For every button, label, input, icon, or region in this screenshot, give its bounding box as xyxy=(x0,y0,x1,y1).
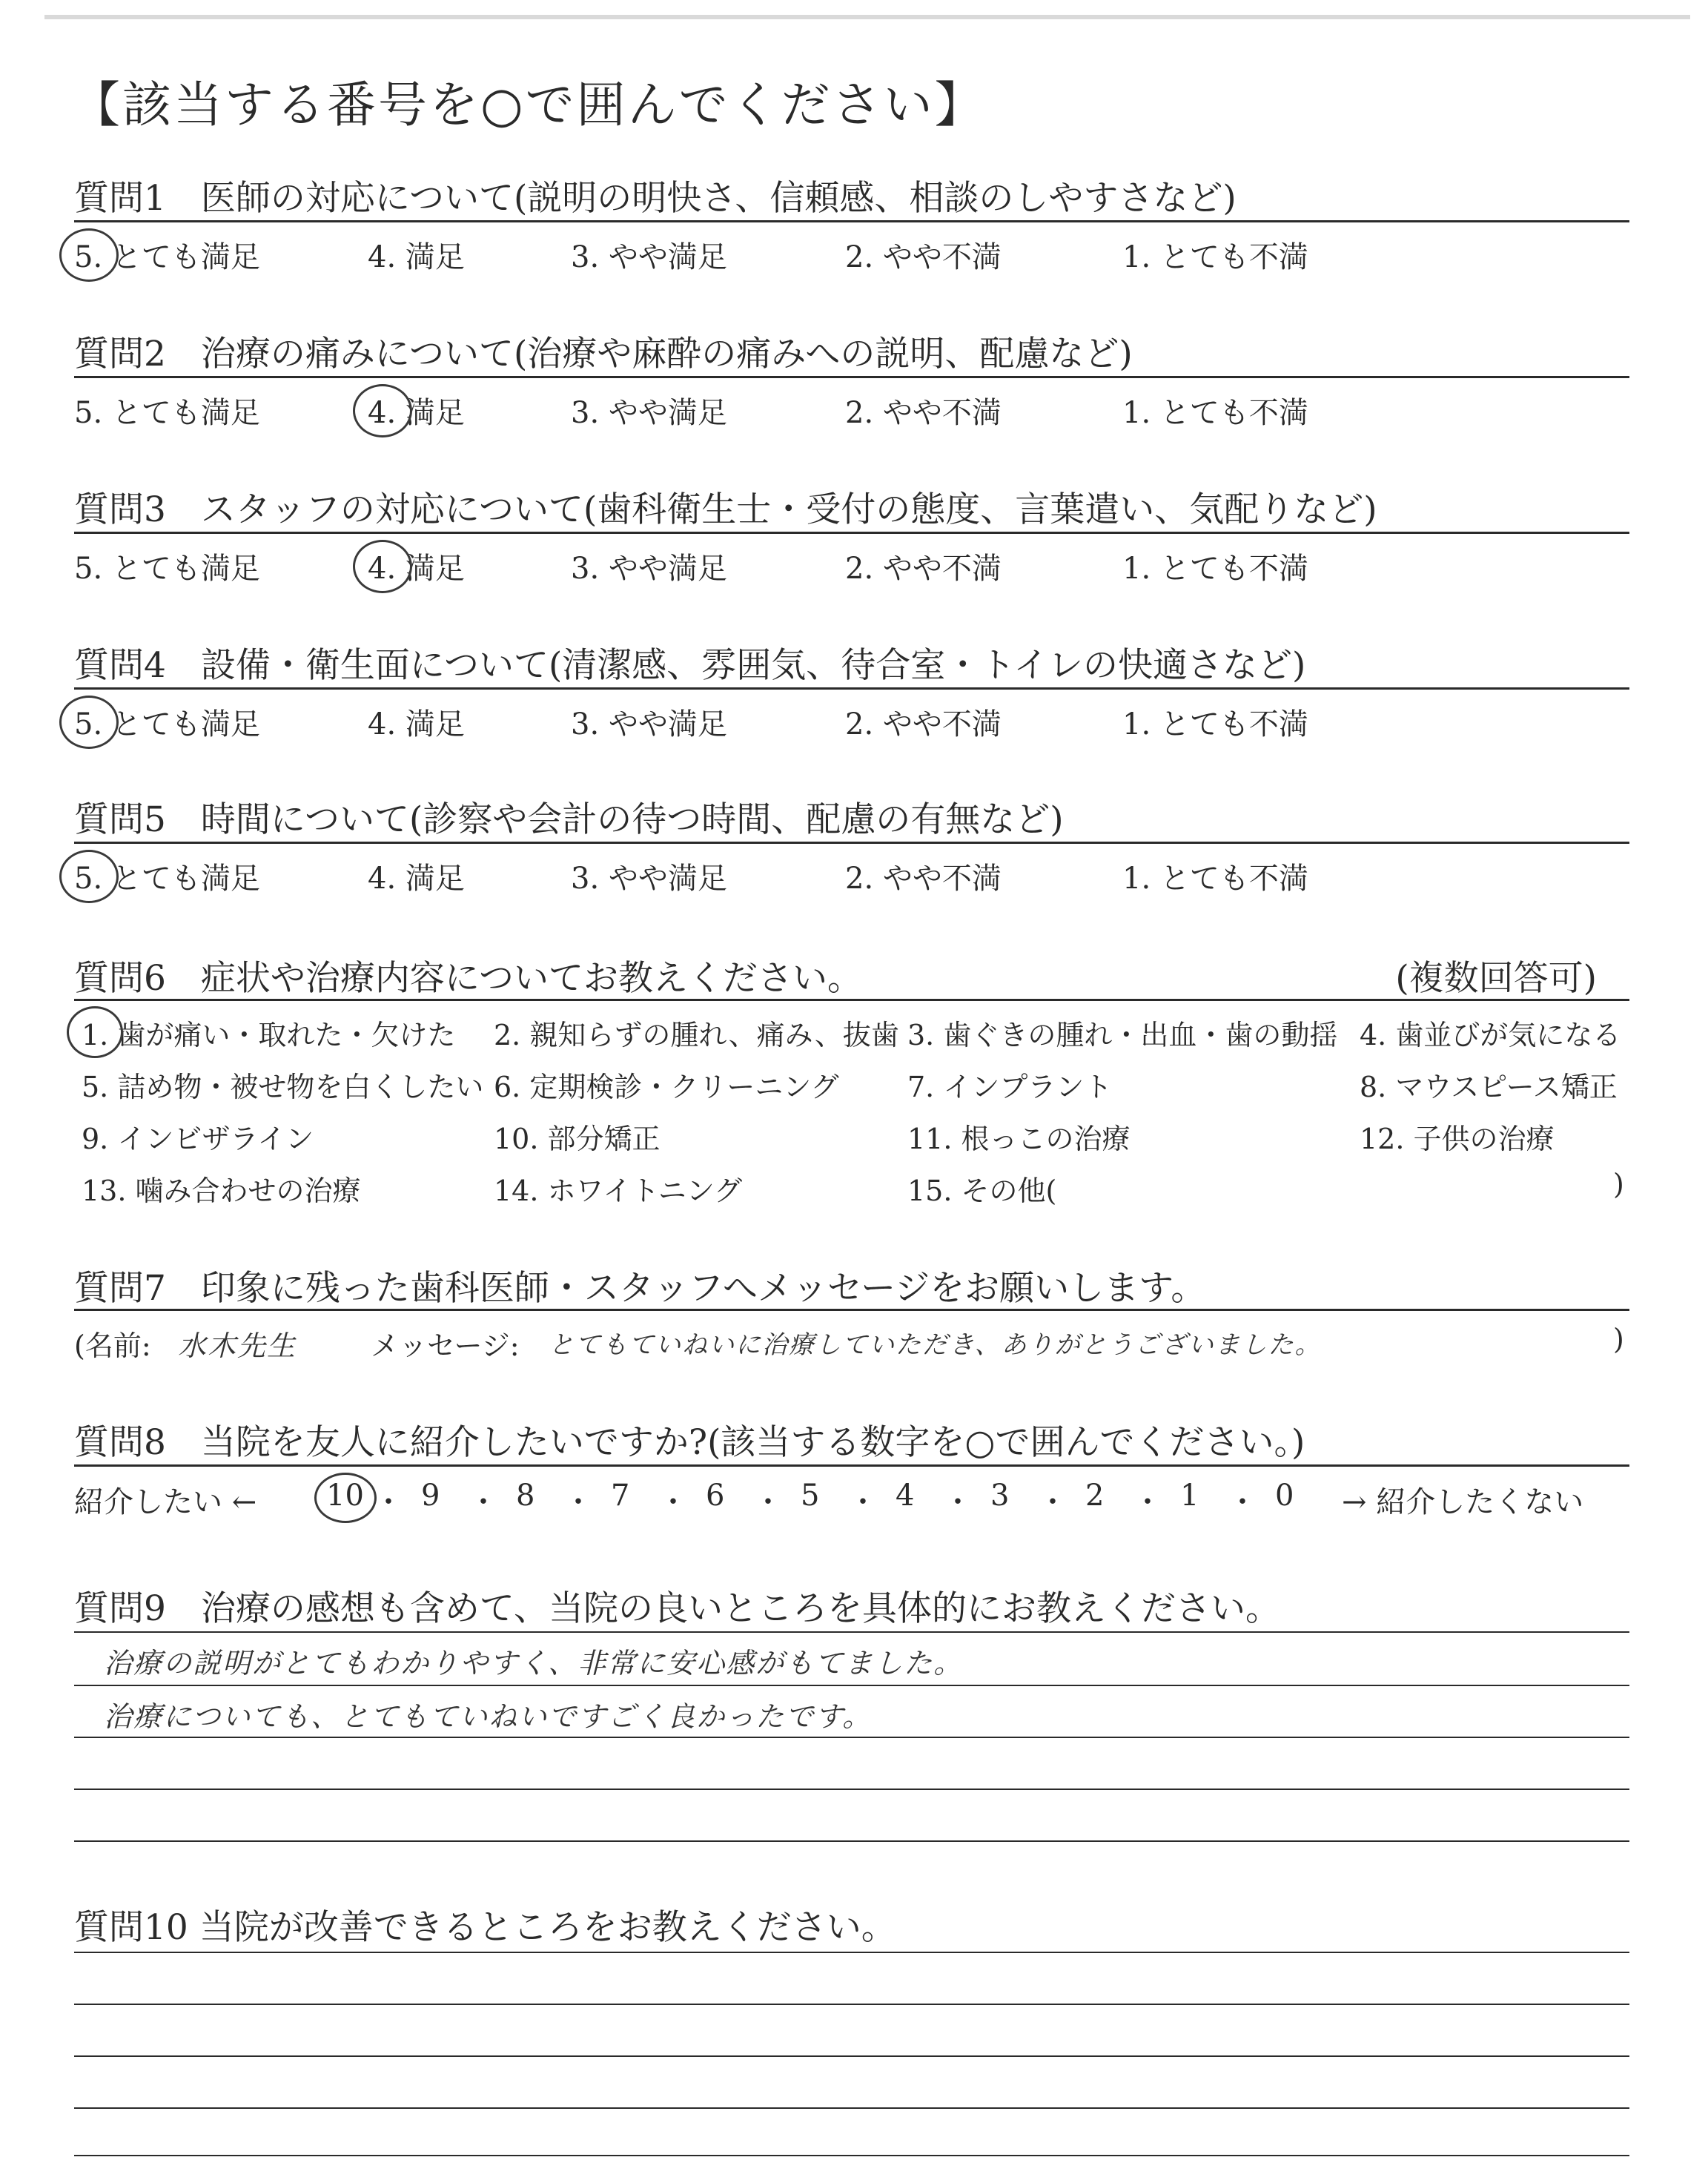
rating-option: 2. やや不満 xyxy=(845,707,1002,742)
scale-number: 3 xyxy=(990,1479,1010,1513)
rating-option: 4. 満足 xyxy=(368,396,465,430)
q9-label: 質問9 治療の感想も含めて、当院の良いところを具体的にお教えください。 xyxy=(74,1588,1280,1629)
rating-option: 1. とても不満 xyxy=(1122,396,1308,430)
q6-option: 2. 親知らずの腫れ、痛み、抜歯 xyxy=(494,1019,899,1051)
rating-option: 4. 満足 xyxy=(368,552,465,586)
q6-option: 1. 歯が痛い・取れた・欠けた xyxy=(82,1019,456,1051)
scale-number: 1 xyxy=(1180,1479,1199,1513)
q6-note: (複数回答可) xyxy=(1395,958,1597,999)
q6-option: 8. マウスピース矯正 xyxy=(1360,1071,1618,1103)
question-rule xyxy=(74,376,1629,378)
rating-option: 5. とても満足 xyxy=(74,707,260,742)
scale-number: 4 xyxy=(896,1479,915,1513)
scale-dot: ・ xyxy=(374,1485,403,1519)
rating-option: 5. とても満足 xyxy=(74,552,260,586)
q6-option: 12. 子供の治療 xyxy=(1360,1123,1555,1155)
rating-option: 2. やや不満 xyxy=(845,396,1002,430)
scale-dot: ・ xyxy=(563,1485,593,1519)
page-title: 【該当する番号を○で囲んでください】 xyxy=(71,76,986,133)
q9-line xyxy=(74,1685,1629,1686)
scale-number: 5 xyxy=(801,1479,820,1513)
scale-dot: ・ xyxy=(1038,1485,1068,1519)
q6-option: 11. 根っこの治療 xyxy=(907,1123,1131,1155)
rating-option: 4. 満足 xyxy=(368,707,465,742)
scale-dot: ・ xyxy=(1228,1485,1257,1519)
scale-dot: ・ xyxy=(469,1485,498,1519)
rating-option: 2. やや不満 xyxy=(845,552,1002,586)
selected-circle xyxy=(59,696,119,749)
rating-option: 3. やや満足 xyxy=(571,707,727,742)
scale-number: 9 xyxy=(421,1479,440,1513)
q6-option: 14. ホワイトニング xyxy=(494,1175,743,1207)
q10-label: 質問10 当院が改善できるところをお教えください。 xyxy=(74,1907,896,1948)
q10-line xyxy=(74,2107,1629,2109)
question-label: 質問3 スタッフの対応について(歯科衛生士・受付の態度、言葉遣い、気配りなど) xyxy=(74,489,1377,530)
question-rule xyxy=(74,220,1629,222)
q6-option: 7. インプラント xyxy=(907,1071,1113,1103)
q6-option: 5. 詰め物・被せ物を白くしたい xyxy=(82,1071,484,1103)
rating-option: 1. とても不満 xyxy=(1122,552,1308,586)
selected-circle xyxy=(67,1006,123,1058)
question-label: 質問5 時間について(診察や会計の待つ時間、配慮の有無など) xyxy=(74,799,1064,840)
question-rule xyxy=(74,842,1629,844)
rating-option: 4. 満足 xyxy=(368,240,465,274)
q6-option: 9. インビザライン xyxy=(82,1123,314,1155)
q6-label: 質問6 症状や治療内容についてお教えください。 xyxy=(74,958,862,999)
q6-option: 13. 噛み合わせの治療 xyxy=(82,1175,361,1207)
q6-option: 15. その他( xyxy=(907,1175,1057,1207)
scan-top-edge xyxy=(44,15,1690,19)
scale-dot: ・ xyxy=(658,1485,688,1519)
q9-line xyxy=(74,1789,1629,1790)
scale-number: 2 xyxy=(1085,1479,1105,1513)
q9-line xyxy=(74,1840,1629,1842)
rating-option: 3. やや満足 xyxy=(571,396,727,430)
scale-dot: ・ xyxy=(753,1485,783,1519)
q7-message-value: とてもていねいに治療していただき、ありがとうございました。 xyxy=(549,1330,1322,1360)
question-rule xyxy=(74,687,1629,690)
scale-number: 10 xyxy=(326,1479,364,1513)
selected-circle xyxy=(314,1473,377,1523)
selected-circle xyxy=(59,228,119,282)
selected-circle xyxy=(59,850,119,903)
question-label: 質問4 設備・衛生面について(清潔感、雰囲気、待合室・トイレの快適さなど) xyxy=(74,645,1306,686)
rating-option: 5. とても満足 xyxy=(74,240,260,274)
q10-line xyxy=(74,2004,1629,2005)
q9-answer-2: 治療についても、とてもていねいですごく良かったです。 xyxy=(104,1700,873,1733)
rating-option: 5. とても満足 xyxy=(74,396,260,430)
rating-option: 1. とても不満 xyxy=(1122,862,1308,896)
q7-label: 質問7 印象に残った歯科医師・スタッフへメッセージをお願いします。 xyxy=(74,1268,1206,1309)
rating-option: 3. やや満足 xyxy=(571,552,727,586)
question-label: 質問1 医師の対応について(説明の明快さ、信頼感、相談のしやすさなど) xyxy=(74,178,1237,219)
q9-line xyxy=(74,1737,1629,1738)
question-label: 質問2 治療の痛みについて(治療や麻酔の痛みへの説明、配慮など) xyxy=(74,334,1133,374)
q6-option: 10. 部分矯正 xyxy=(494,1123,661,1155)
q10-line xyxy=(74,2055,1629,2057)
q6-option: 6. 定期検診・クリーニング xyxy=(494,1071,839,1103)
selected-circle xyxy=(353,384,412,437)
rating-option: 5. とても満足 xyxy=(74,862,260,896)
q8-rule xyxy=(74,1464,1629,1467)
q6-other-close-paren: ) xyxy=(1613,1168,1624,1200)
selected-circle xyxy=(353,540,412,593)
scale-number: 7 xyxy=(611,1479,630,1513)
scale-dot: ・ xyxy=(943,1485,973,1519)
q8-right-label: → 紹介したくない xyxy=(1342,1485,1584,1519)
scale-number: 8 xyxy=(516,1479,535,1513)
q6-option: 3. 歯ぐきの腫れ・出血・歯の動揺 xyxy=(907,1019,1338,1051)
scale-number: 0 xyxy=(1275,1479,1294,1513)
q7-message-label: メッセージ: xyxy=(371,1330,520,1362)
rating-option: 1. とても不満 xyxy=(1122,240,1308,274)
rating-option: 3. やや満足 xyxy=(571,862,727,896)
q7-name-value: 水木先生 xyxy=(178,1330,297,1362)
scale-dot: ・ xyxy=(1133,1485,1162,1519)
rating-option: 4. 満足 xyxy=(368,862,465,896)
q10-line xyxy=(74,2155,1629,2156)
scale-number: 6 xyxy=(706,1479,725,1513)
question-rule xyxy=(74,532,1629,534)
rating-option: 3. やや満足 xyxy=(571,240,727,274)
rating-option: 2. やや不満 xyxy=(845,862,1002,896)
q7-name-prefix: (名前: xyxy=(74,1330,151,1362)
q7-close-paren: ) xyxy=(1613,1323,1624,1355)
rating-option: 2. やや不満 xyxy=(845,240,1002,274)
q9-line xyxy=(74,1631,1629,1633)
q10-line xyxy=(74,1952,1629,1953)
q7-rule xyxy=(74,1309,1629,1311)
q9-answer-1: 治療の説明がとてもわかりやすく、非常に安心感がもてました。 xyxy=(104,1647,964,1680)
scale-dot: ・ xyxy=(848,1485,878,1519)
q6-option: 4. 歯並びが気になる xyxy=(1360,1019,1621,1051)
q8-left-label: 紹介したい ← xyxy=(74,1485,257,1519)
q6-rule xyxy=(74,999,1629,1001)
q8-label: 質問8 当院を友人に紹介したいですか?(該当する数字を○で囲んでください。) xyxy=(74,1422,1305,1463)
rating-option: 1. とても不満 xyxy=(1122,707,1308,742)
